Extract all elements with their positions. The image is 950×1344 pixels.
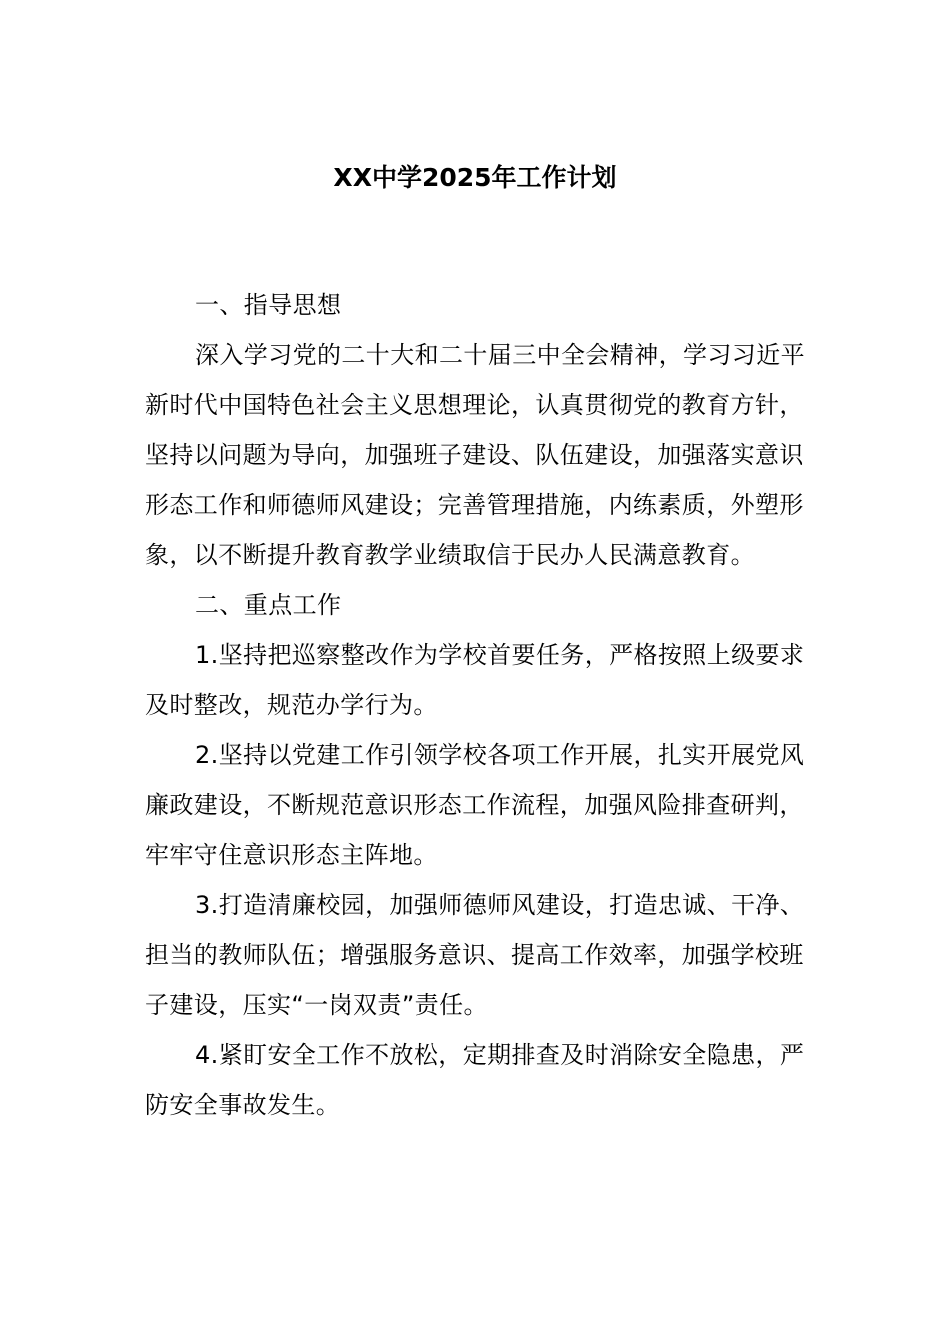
- paragraph-key-work-1: 1.坚持把巡察整改作为学校首要任务，严格按照上级要求及时整改，规范办学行为。: [145, 641, 805, 719]
- paragraph-key-work-3: 3.打造清廉校园，加强师德师风建设，打造忠诚、干净、担当的教师队伍；增强服务意识、提高工作效率，加强学校班子建设，压实“一岗双责”责任。: [145, 891, 805, 1019]
- paragraph-key-work-4: 4.紧盯安全工作不放松，定期排查及时消除安全隐患，严防安全事故发生。: [145, 1041, 805, 1119]
- document-body: [145, 280, 810, 1130]
- document-title: XX中学2025年工作计划: [333, 163, 617, 192]
- paragraph-key-work-2: 2.坚持以党建工作引领学校各项工作开展，扎实开展党风廉政建设，不断规范意识形态工作流程，加强风险排查研判，牢牢守住意识形态主阵地。: [145, 741, 805, 869]
- section-heading-guiding-ideology: 一、指导思想: [195, 291, 342, 319]
- paragraph-guiding-ideology: 深入学习党的二十大和二十届三中全会精神，学习习近平新时代中国特色社会主义思想理论，认真贯彻党的教育方针，坚持以问题为导向，加强班子建设、队伍建设，加强落实意识形态工作和师德师风建设；完善管理措施，内练素质，外塑形象，以不断提升教育教学业绩取信于民办人民满意教育。: [145, 341, 805, 569]
- section-heading-key-work: 二、重点工作: [195, 591, 342, 619]
